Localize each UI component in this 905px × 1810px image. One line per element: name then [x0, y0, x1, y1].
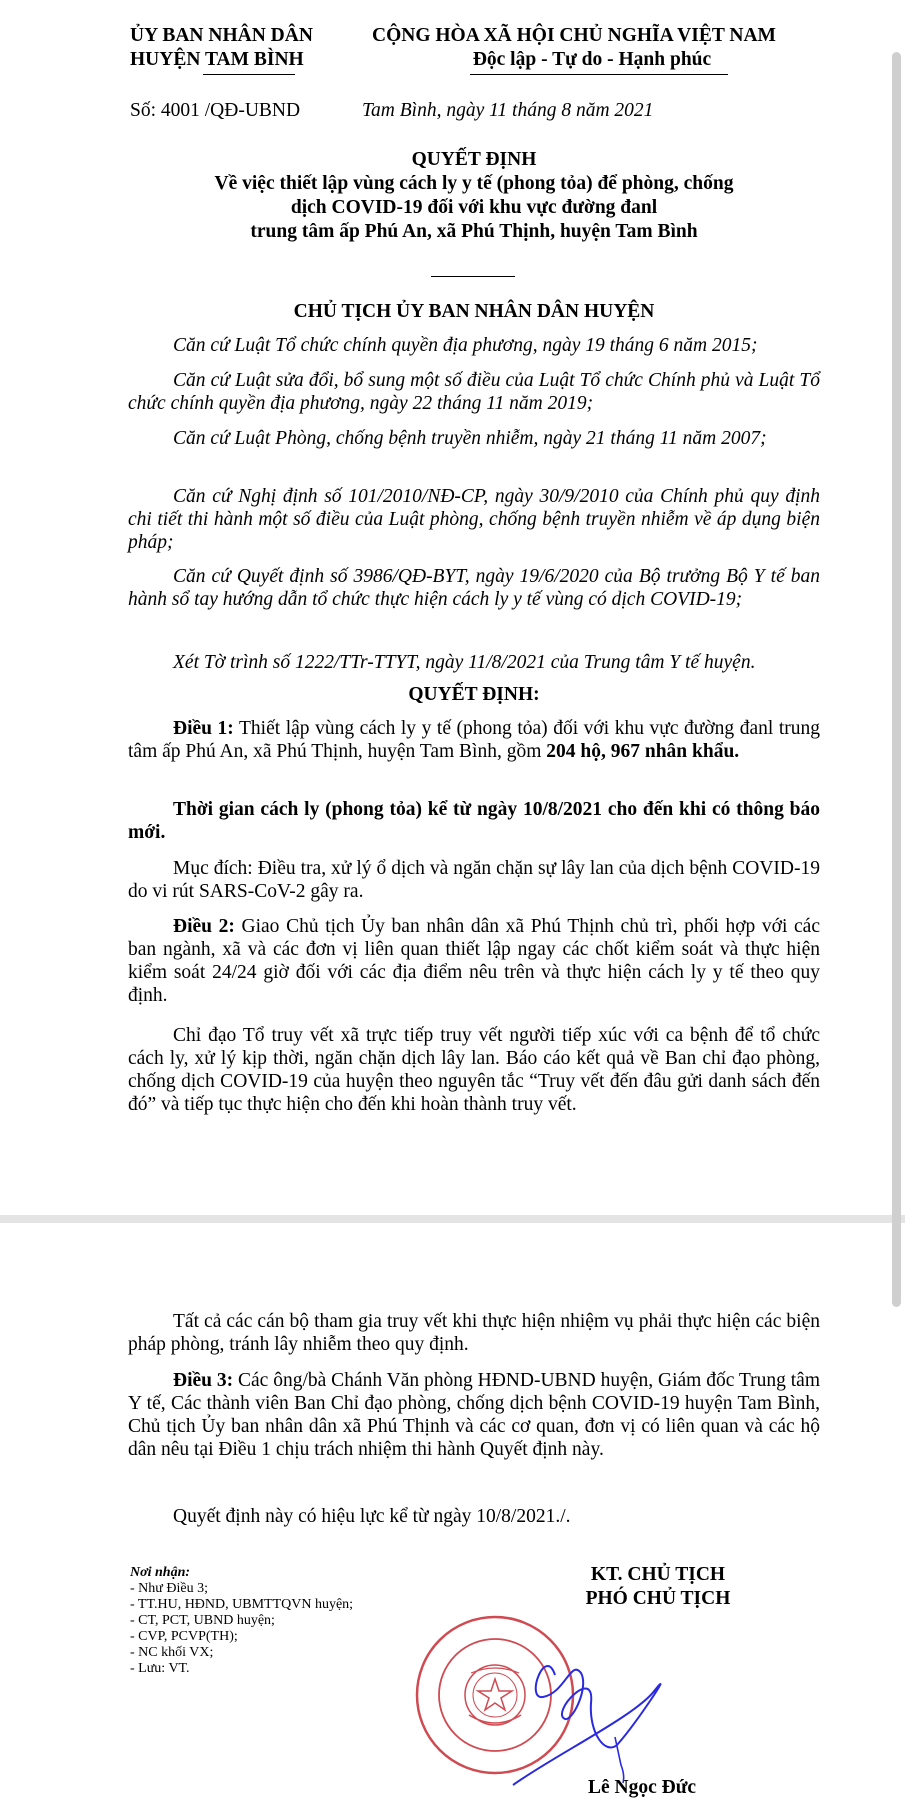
authority-title: CHỦ TỊCH ỦY BAN NHÂN DÂN HUYỆN — [293, 301, 655, 322]
recipient-2: - TT.HU, HĐND, UBMTTQVN huyện; — [130, 1597, 354, 1612]
legal-basis-4: Căn cứ Nghị định số 101/2010/NĐ-CP, ngày 30/9/2010 của Chính phủ quy định chi tiết thi hành một số điều của Luật phòng, chống bệnh truyền nhiễm về áp dụng biện pháp; — [128, 486, 820, 553]
signer-name: Lê Ngọc Đức — [588, 1777, 697, 1798]
document-subject-line2: dịch COVID-19 đối với khu vực đường đanl — [290, 197, 658, 218]
article-2-label: Điều 2: — [173, 916, 235, 937]
document-page-2 — [0, 1223, 880, 1810]
document-subject-line1: Về việc thiết lập vùng cách ly y tế (phong tỏa) để phòng, chống — [214, 173, 734, 194]
page-separator — [0, 1215, 905, 1223]
signature-stroke — [513, 1666, 660, 1785]
document-subject-line3: trung tâm ấp Phú An, xã Phú Thịnh, huyện Tam Bình — [250, 221, 698, 242]
article-2-tracing: Chỉ đạo Tổ truy vết xã trực tiếp truy vết người tiếp xúc với ca bệnh để tổ chức cách ly, xử lý kịp thời, ngăn chặn dịch lây lan. Báo cáo kết quả về Ban chỉ đạo phòng, chống dịch COVID-19 của huyện theo nguyên tắc “Truy vết đến đâu gửi danh sách đến đó” và tiếp tục thực hiện cho đến khi hoàn thành truy vết. — [128, 1025, 820, 1115]
article-1-purpose: Mục đích: Điều tra, xử lý ổ dịch và ngăn chặn sự lây lan của dịch bệnh COVID-19 do vi rút SARS-CoV-2 gây ra. — [128, 858, 820, 902]
recipient-1: - Như Điều 3; — [130, 1581, 208, 1596]
national-title: CỘNG HÒA XÃ HỘI CHỦ NGHĨA VIỆT NAM — [372, 25, 776, 46]
title-divider — [431, 276, 515, 277]
effective-date: Quyết định này có hiệu lực kể từ ngày 10/8/2021./. — [173, 1506, 571, 1527]
article-1-period: Thời gian cách ly (phong tỏa) kể từ ngày 10/8/2021 cho đến khi có thông báo mới. — [128, 799, 820, 843]
legal-basis-2: Căn cứ Luật sửa đổi, bổ sung một số điều của Luật Tổ chức Chính phủ và Luật Tổ chức chính quyền địa phương, ngày 22 tháng 11 năm 2019; — [128, 370, 820, 414]
article-1-population: 204 hộ, 967 nhân khẩu. — [546, 741, 740, 762]
document-title: QUYẾT ĐỊNH — [411, 149, 537, 170]
article-3-label: Điều 3: — [173, 1370, 234, 1391]
vertical-scrollbar[interactable] — [892, 52, 901, 1307]
legal-basis-6: Xét Tờ trình số 1222/TTr-TTYT, ngày 11/8/2021 của Trung tâm Y tế huyện. — [173, 652, 756, 673]
article-1-text: Thiết lập vùng cách ly y tế (phong tỏa) đối với khu vực đường đanl trung tâm ấp Phú An, xã Phú Thịnh, huyện Tam Bình, gồm — [128, 718, 820, 762]
signature-title-1: KT. CHỦ TỊCH — [590, 1564, 726, 1585]
article-2 — [128, 915, 820, 1007]
article-2-text: Giao Chủ tịch Ủy ban nhân dân xã Phú Thịnh chủ trì, phối hợp với các ban ngành, xã và các đơn vị liên quan thiết lập ngay các chốt kiểm soát và thực hiện kiểm soát 24/24 giờ đối với các địa điểm nêu trên và thực hiện cách ly y tế theo quy định. — [128, 916, 820, 1006]
motto-underline — [470, 74, 728, 75]
recipient-5: - NC khối VX; — [130, 1645, 214, 1660]
recipient-3: - CT, PCT, UBND huyện; — [130, 1613, 275, 1628]
recipient-4: - CVP, PCVP(TH); — [130, 1629, 238, 1644]
legal-basis-1: Căn cứ Luật Tổ chức chính quyền địa phương, ngày 19 tháng 6 năm 2015; — [173, 335, 758, 356]
signature-title-2: PHÓ CHỦ TỊCH — [585, 1588, 731, 1609]
article-1 — [128, 717, 820, 763]
issuer-underline — [203, 74, 295, 75]
national-motto: Độc lập - Tự do - Hạnh phúc — [472, 49, 712, 70]
issuer-district: HUYỆN TAM BÌNH — [130, 49, 304, 70]
place-date: Tam Bình, ngày 11 tháng 8 năm 2021 — [362, 100, 654, 121]
article-3 — [128, 1369, 820, 1461]
article-3-text: Các ông/bà Chánh Văn phòng HĐND-UBND huyện, Giám đốc Trung tâm Y tế, Các thành viên Ban Chỉ đạo phòng, chống dịch bệnh COVID-19 huyện Tam Bình, Chủ tịch Ủy ban nhân dân xã Phú Thịnh và các cơ quan, đơn vị có liên quan và các hộ dân nêu tại Điều 1 chịu trách nhiệm thi hành Quyết định này. — [128, 1370, 820, 1460]
recipients-heading: Nơi nhận: — [130, 1565, 191, 1580]
recipient-6: - Lưu: VT. — [130, 1661, 190, 1676]
decision-heading: QUYẾT ĐỊNH: — [408, 684, 540, 705]
legal-basis-5: Căn cứ Quyết định số 3986/QĐ-BYT, ngày 19/6/2020 của Bộ trưởng Bộ Y tế ban hành sổ tay hướng dẫn tổ chức thực hiện cách ly y tế vùng có dịch COVID-19; — [128, 566, 820, 610]
document-number: Số: 4001 /QĐ-UBND — [130, 100, 301, 121]
issuer-name: ỦY BAN NHÂN DÂN — [130, 25, 313, 46]
article-2-precautions: Tất cả các cán bộ tham gia truy vết khi thực hiện nhiệm vụ phải thực hiện các biện pháp phòng, tránh lây nhiễm theo quy định. — [128, 1311, 820, 1355]
legal-basis-3: Căn cứ Luật Phòng, chống bệnh truyền nhiễm, ngày 21 tháng 11 năm 2007; — [173, 428, 767, 449]
article-1-label: Điều 1: — [173, 718, 234, 739]
